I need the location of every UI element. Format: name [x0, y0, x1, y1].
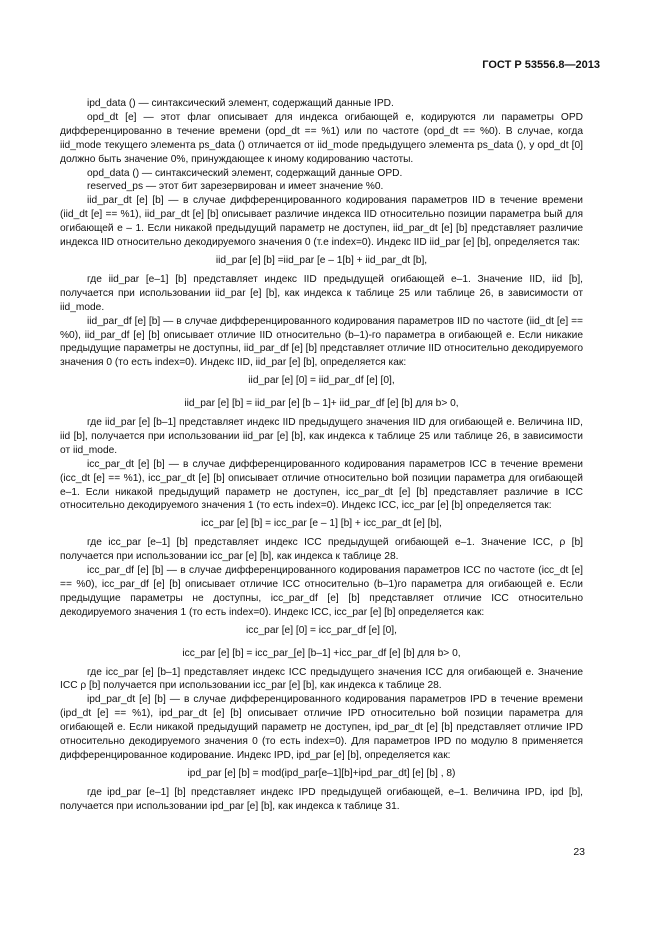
formula-iid-par-0: iid_par [e] [0] = iid_par_df [e] [0],: [248, 375, 395, 387]
paragraph-reserved-ps: reserved_ps — этот бит зарезервирован и имеет значение %0.: [87, 181, 384, 193]
formula-ipd-par: ipd_par [e] [b] = mod(ipd_par[e–1][b]+ipd_par_dt] [e] [b] , 8): [187, 767, 456, 779]
paragraph-iid-par-df: iid_par_df [e] [b] — в случае дифференцированного кодирования параметров IID по частоте (iid_dt [e] == %0), iid_par_df [e] [b] описывает отличие IID относительно (b–1)-го параметра в огибающей e. Если никакие предыдущие параметры не доступны, iid_par_df [e] [b] представляет отличие IID относительно декодируемого значения 0 (то есть index=0). Индекс IID, iid_par [e] [b], определяется как:: [60, 315, 583, 369]
paragraph-opd-data: opd_data () — синтаксический элемент, содержащий данные OPD.: [87, 167, 403, 179]
paragraph-icc-prev-value: где icc_par [e] [b–1] представляет индекс ICC предыдущего значения ICC для огибающей e. Значение ICC ρ [b] получается при использовании icc_par [e] [b], как индекса к таблице 28.: [60, 666, 583, 692]
paragraph-iid-prev-value: где iid_par [e] [b–1] представляет индекс IID предыдущего значения IID для огибающей e. Величина IID, iid [b], получается при использовании iid_par [e] [b], как индекса к таблице 25 или таблице 26, в зависимости от iid_mode.: [60, 417, 583, 456]
paragraph-ipd-data: ipd_data () — синтаксический элемент, содержащий данные IPD.: [87, 98, 394, 109]
paragraph-icc-par-df: icc_par_df [e] [b] — в случае дифференцированного кодирования параметров ICC по частоте (icc_dt [e] == %0), icc_par_df [e] [b] описывает отличие ICC относительно (b–1)го параметра для огибающей e. Если предыдущие параметры не доступны, icc_par_df [e] [b] представляет отличие ICC относительно декодируемого значения 1 (то есть index=0). Индекс ICC, icc_par [e] [b] определяется как:: [60, 565, 583, 618]
page-number: 23: [573, 846, 585, 858]
standard-code-header: ГОСТ Р 53556.8—2013: [482, 59, 600, 71]
formula-icc-par-0: icc_par [e] [0] = icc_par_df [e] [0],: [246, 624, 397, 636]
paragraph-opd-dt: opd_dt [e] — этот флаг описывает для индекса огибающей e, кодируются ли параметры OPD дифференцированно в течение времени (opd_dt == %1) или по частоте (opd_dt == %0). В случае, когда iid_mode текущего элемента ps_data () отличается от iid_mode предыдущего элемента ps_data (), у opd_dt [0] должно быть значение 0%, принуждающее к иному кодированию частоты.: [60, 111, 583, 165]
paragraph-iid-prev-envelope: где iid_par [e–1] [b] представляет индекс IID предыдущей огибающей e–1. Значение IID, iid [b], получается при использовании iid_par [e] [b], как индекса к таблице 25 или таблице 26, в зависимости от iid_mode.: [60, 273, 583, 313]
paragraph-ipd-par-dt: ipd_par_dt [e] [b] — в случае дифференцированного кодирования параметров IPD в течение времени (ipd_dt [e] == %1), ipd_par_dt [e] [b] описывает отличие IPD относительно bой позиции параметра для огибающей e. Если никакой предыдущий параметр не доступен, ipd_par_dt [e] [b] представляет отличие IPD относительно декодируемого значения 0 (то есть index=0). Для параметров IPD по модулю 8 применяется дифференцированное кодирование. Индекс IPD, ipd_par [e] [b], определяется как:: [60, 694, 583, 761]
paragraph-ipd-prev-envelope: где ipd_par [e–1] [b] представляет индекс IPD предыдущей огибающей, e–1. Величина IPD, ipd [b], получается при использовании ipd_par [e] [b], как индекса к таблице 31.: [60, 786, 583, 812]
formula-icc-par-b: icc_par [e] [b] = icc_par_[e] [b–1] +icc_par_df [e] [b] для b> 0,: [182, 647, 461, 659]
page-body: [60, 97, 583, 814]
formula-iid-par-dt: iid_par [e] [b] =iid_par [e – 1[b] + iid_par_dt [b],: [215, 254, 428, 266]
paragraph-icc-par-dt: icc_par_dt [e] [b] — в случае дифференцированного кодирования параметров ICC в течение времени (icc_dt [e] == %1), icc_par_dt [e] [b] описывает отличие относительно bой позиции параметра для огибающей e–1. Если никакой предыдущий параметр не доступен, icc_par_dt [e] [b] представляет различие в ICC относительно декодируемого значения 1 (то есть index=0). Индекс ICC, icc_par [e] [b] определяется так:: [60, 458, 583, 512]
paragraph-icc-prev-envelope: где icc_par [e–1] [b] представляет индекс ICC предыдущей огибающей e–1. Значение ICC, ρ [b] получается при использовании icc_par [e] [b], как индекса к таблице 28.: [60, 537, 583, 563]
formula-iid-par-b: iid_par [e] [b] = iid_par [e] [b – 1]+ iid_par_df [e] [b] для b> 0,: [184, 398, 459, 410]
formula-icc-par-dt: icc_par [e] [b] = icc_par [e – 1] [b] + icc_par_dt [e] [b],: [201, 518, 442, 530]
paragraph-iid-par-dt: iid_par_dt [e] [b] — в случае дифференцированного кодирования параметров IID в течение времени (iid_dt [e] == %1), iid_par_dt [e] [b] описывает различие индекса IID относительно позиции параметра bый для огибающей e – 1. Если никакой предыдущий параметр не доступен, iid_par_dt [e] [b] представляет различие индекса IID относительно декодируемого значения 0 (т.е index=0). Индекс IID iid_par [e] [b], определяется так:: [60, 195, 583, 249]
